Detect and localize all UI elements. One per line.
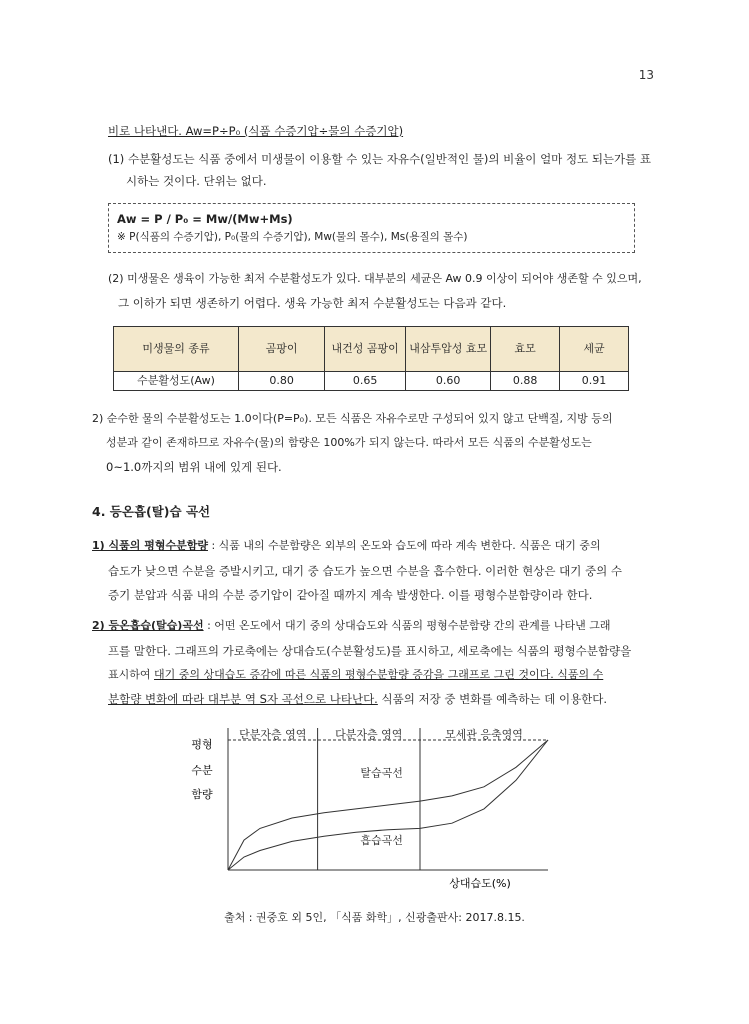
- section4-title: 4. 등온흡(탈)습 곡선: [92, 504, 211, 519]
- table-row: [114, 372, 629, 391]
- item2-line2: 그 이하가 되면 생존하기 어렵다. 생육 가능한 최저 수분활성도는 다음과 같다.: [118, 296, 507, 310]
- s4p1-line1: [92, 538, 601, 554]
- s4p2-line3-underlined: 대기 중의 상대습도 증감에 따른 식품의 평형수분함량 증감을 그래프로 그린 것이다. 식품의 수: [154, 668, 604, 681]
- point2-line1: 2) 순수한 물의 수분활성도는 1.0이다(P=P₀). 모든 식품은 자유수로만 구성되어 있지 않고 단백질, 지방 등의: [92, 412, 613, 425]
- region-label: 모세관 응축영역: [445, 728, 523, 741]
- curve-label: 흡습곡선: [360, 834, 403, 847]
- top-line: 비로 나타낸다. Aw=P÷P₀ (식품 수증기압÷물의 수증기압): [108, 124, 404, 138]
- table-header-cell: 곰팡이: [239, 327, 325, 372]
- isotherm-curve: [228, 740, 548, 870]
- curve-label: 탈습곡선: [360, 766, 403, 780]
- table-cell: 0.65: [325, 372, 406, 391]
- s4p2-line4-text: 식품의 저장 중 변화를 예측하는 데 이용한다.: [377, 692, 608, 706]
- s4p2-line4-underlined: 분함량 변화에 따라 대부분 역 S자 곡선으로 나타난다.: [108, 692, 378, 706]
- table-header-row: [114, 327, 629, 372]
- point2-line2: 성분과 같이 존재하므로 자유수(물)의 함량은 100%가 되지 않는다. 따라서 모든 식품의 수분활성도는: [106, 436, 592, 449]
- y-axis-label-line: 수분: [191, 764, 213, 777]
- aw-table: [113, 326, 629, 391]
- s4p2-line4: [108, 691, 607, 707]
- source-caption: 출처 : 권중호 외 5인, 「식품 화학」, 신광출판사: 2017.8.15.: [224, 911, 525, 924]
- table-cell: 0.60: [406, 372, 491, 391]
- formula-box: [108, 203, 635, 253]
- s4p2-line1-text: : 어떤 온도에서 대기 중의 상대습도와 식품의 평형수분함량 간의 관계를 나타낸 그래: [203, 619, 611, 632]
- region-label: 단분자층 영역: [239, 728, 307, 741]
- s4p2-line3-text: 표시하여: [108, 668, 155, 681]
- point2-line3: 0~1.0까지의 범위 내에 있게 된다.: [106, 460, 282, 474]
- y-axis-label-line: 함량: [191, 788, 213, 801]
- item1-line1: (1) 수분활성도는 식품 중에서 미생물이 이용할 수 있는 자유수(일반적인 물)의 비율이 얼마 정도 되는가를 표: [108, 152, 652, 166]
- s4p2-line1: [92, 618, 611, 634]
- table-header-cell: 내삼투압성 효모: [406, 327, 491, 372]
- sorption-isotherm-chart: [180, 722, 560, 897]
- table-cell: 0.80: [239, 372, 325, 391]
- chart-svg: [180, 722, 560, 897]
- formula-main: Aw = P / P₀ = Mw/(Mw+Ms): [117, 212, 293, 226]
- region-label: 다분자층 영역: [335, 728, 403, 741]
- item1-line2: 시하는 것이다. 단위는 없다.: [126, 174, 267, 188]
- table-header-cell: 미생물의 종류: [114, 327, 239, 372]
- page-number: 13: [638, 68, 654, 82]
- table-header-cell: 세균: [560, 327, 629, 372]
- s4p2-line2: 프를 말한다. 그래프의 가로축에는 상대습도(수분활성도)를 표시하고, 세로축에는 식품의 평형수분함량을: [108, 644, 632, 658]
- item2-line1: (2) 미생물은 생육이 가능한 최저 수분활성도가 있다. 대부분의 세균은 Aw 0.9 이상이 되어야 생존할 수 있으며,: [108, 272, 642, 285]
- y-axis-label-line: 평형: [191, 738, 213, 751]
- s4p1-label: 1) 식품의 평형수분함량: [92, 539, 208, 552]
- table-header-cell: 효모: [491, 327, 560, 372]
- table-cell: 0.91: [560, 372, 629, 391]
- x-axis-label: 상대습도(%): [449, 877, 511, 890]
- table-row-label: 수분활성도(Aw): [114, 372, 239, 391]
- s4p1-line2: 습도가 낮으면 수분을 증발시키고, 대기 중 습도가 높으면 수분을 흡수한다. 이러한 현상은 대기 중의 수: [108, 564, 622, 578]
- formula-note: ※ P(식품의 수증기압), P₀(물의 수증기압), Mw(물의 몰수), Ms(용질의 몰수): [117, 231, 468, 243]
- s4p2-label: 2) 등온흡습(탈습)곡선: [92, 619, 204, 632]
- table-cell: 0.88: [491, 372, 560, 391]
- table-header-cell: 내건성 곰팡이: [325, 327, 406, 372]
- s4p1-line1-text: : 식품 내의 수분함량은 외부의 온도와 습도에 따라 계속 변한다. 식품은 대기 중의: [207, 539, 601, 552]
- s4p1-line3: 증기 분압과 식품 내의 수분 증기압이 같아질 때까지 계속 발생한다. 이를 평형수분함량이라 한다.: [108, 588, 593, 602]
- s4p2-line3: [108, 667, 603, 683]
